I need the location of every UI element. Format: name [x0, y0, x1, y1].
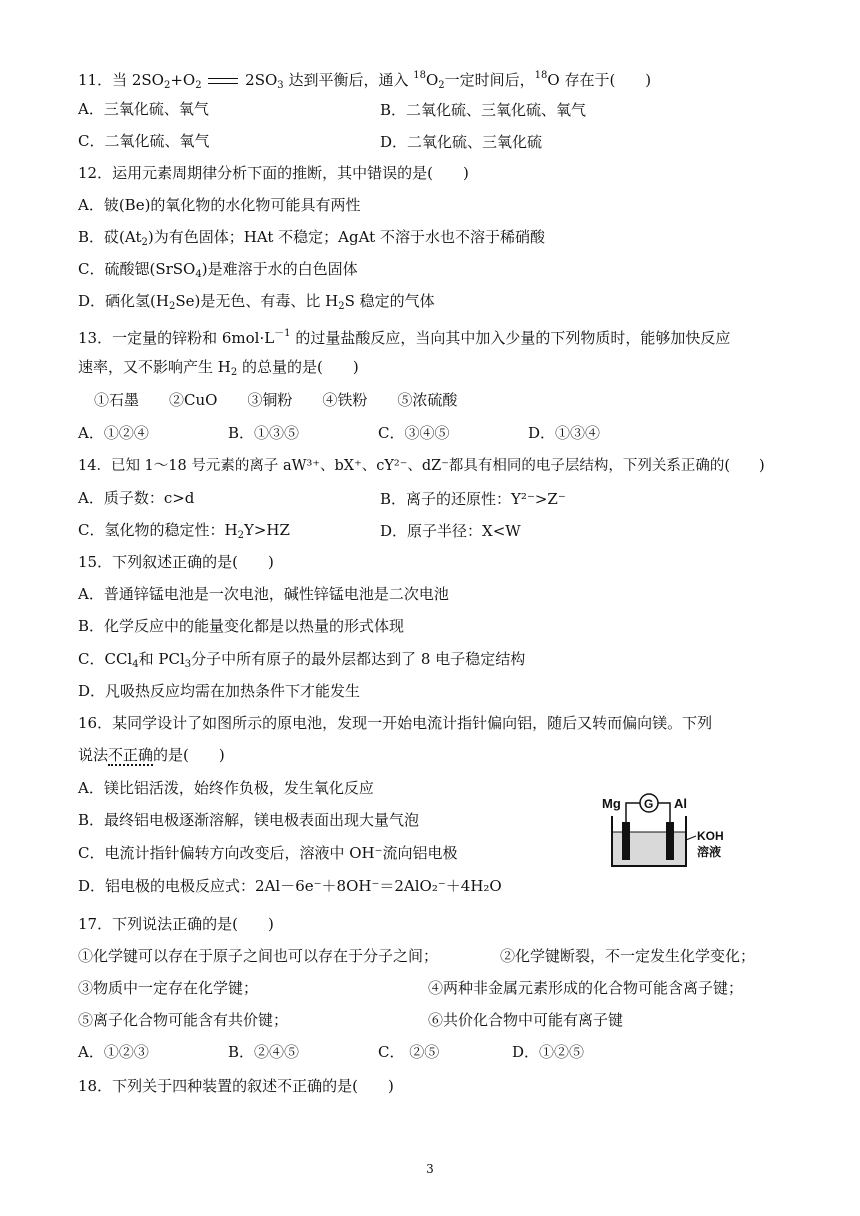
q13-items: ①石墨 ②CuO ③铜粉 ④铁粉 ⑤浓硫酸 [94, 391, 458, 409]
q12-stem: 12．运用元素周期律分析下面的推断，其中错误的是( ) [78, 164, 469, 182]
q12-option-d: D．硒化氢$(H_2Se)$是无色、有毒、比 $H_2S$ 稳定的气体 [78, 292, 435, 312]
q13-stem: 13．一定量的锌粉和 $6mol\cdot L^{-1}$ 的过量盐酸反应，当向其中加入少量的下列物质时，能够加快反应 [78, 328, 731, 347]
q17-option-a: A．①②③ [78, 1043, 149, 1061]
q18-stem: 18．下列关于四种装置的叙述不正确的是( ) [78, 1077, 394, 1095]
q11-option-c: C．二氧化硫、氧气 [78, 132, 210, 150]
q16-option-a: A．镁比铝活泼，始终作负极，发生氧化反应 [78, 779, 374, 797]
q17-option-d: D．①②⑤ [512, 1043, 585, 1061]
q11-option-b: B．二氧化硫、三氧化硫、氧气 [380, 101, 587, 119]
q15-option-a: A．普通锌锰电池是一次电池，碱性锌锰电池是二次电池 [78, 585, 449, 603]
q15-stem: 15．下列叙述正确的是( ) [78, 553, 274, 571]
q14-option-b: B．离子的还原性：Y²⁻>Z⁻ [380, 490, 566, 508]
q17-statement-4: ④两种非金属元素形成的化合物可能含离子键； [428, 979, 744, 997]
q16-stem: 16．某同学设计了如图所示的原电池，发现一开始电流计指针偏向铝，随后又转而偏向镁。下列 [78, 714, 713, 732]
q15-option-b: B．化学反应中的能量变化都是以热量的形式体现 [78, 617, 405, 635]
q11-option-a: A．三氧化硫、氧气 [78, 100, 209, 118]
q13-option-d: D．①③④ [528, 424, 601, 442]
page-number: 3 [426, 1162, 434, 1176]
q17-statement-2: ②化学键断裂，不一定发生化学变化； [500, 947, 756, 965]
q17-option-c: C． ②⑤ [378, 1043, 440, 1061]
q17-statement-6: ⑥共价化合物中可能有离子键 [428, 1011, 624, 1029]
al-electrode [666, 822, 674, 860]
q16-option-b: B．最终铝电极逐渐溶解，镁电极表面出现大量气泡 [78, 811, 420, 829]
q12-option-a: A．铍(Be)的氧化物的水化物可能具有两性 [78, 196, 361, 214]
solution-label: 溶液 [697, 845, 722, 859]
q14-stem: 14．已知 1～18 号元素的离子 aW³⁺、bX⁺、cY²⁻、dZ⁻都具有相同的电子层结构，下列关系正确的( ) [78, 458, 765, 474]
q14-option-a: A．质子数：c>d [78, 489, 195, 507]
q13-option-c: C．③④⑤ [378, 424, 450, 442]
q17-statement-3: ③物质中一定存在化学键； [78, 979, 259, 997]
koh-label: KOH [697, 829, 724, 843]
q14-option-d: D．原子半径：X<W [380, 522, 521, 540]
galvanic-cell-diagram [600, 790, 750, 872]
q16-option-c: C．电流计指针偏转方向改变后，溶液中 OH⁻流向铝电极 [78, 844, 458, 862]
q17-option-b: B．②④⑤ [228, 1043, 300, 1061]
q16-option-d: D．铝电极的电极反应式：2Al－6e⁻＋8OH⁻＝2AlO₂⁻＋4H₂O [78, 877, 502, 895]
equilibrium-arrow-icon [206, 75, 240, 87]
mg-label: Mg [602, 796, 621, 811]
q13-option-a: A．①②④ [78, 424, 149, 442]
q17-statement-1: ①化学键可以存在于原子之间也可以存在于分子之间； [78, 947, 439, 965]
q14-option-c: C．氢化物的稳定性：$H_2Y>HZ$ [78, 521, 290, 541]
q17-statement-5: ⑤离子化合物可能含有共价键； [78, 1011, 289, 1029]
al-label: Al [674, 796, 687, 811]
q16-stem-2: 说法不正确的是( ) [78, 746, 225, 764]
emphasis-not-correct: 不正确 [108, 746, 154, 764]
mg-electrode [622, 822, 630, 860]
galvanic-cell-icon [600, 790, 750, 872]
q15-option-c: C．CCl$_4$和 PCl$_3$分子中所有原子的最外层都达到了 8 电子稳定结构 [78, 650, 526, 670]
q12-option-c: C．硫酸锶(SrSO$_4$)是难溶于水的白色固体 [78, 260, 358, 280]
galvanometer-label: G [644, 797, 654, 811]
q17-stem: 17．下列说法正确的是( ) [78, 915, 274, 933]
q13-stem-2: 速率，又不影响产生 $H_2$ 的总量的是( ) [78, 358, 359, 378]
q13-option-b: B．①③⑤ [228, 424, 300, 442]
q11-option-d: D．二氧化硫、三氧化硫 [380, 133, 543, 151]
q12-option-b: B．砹$(At_2)$为有色固体；HAt 不稳定；AgAt 不溶于水也不溶于稀硝酸 [78, 228, 545, 248]
q15-option-d: D．凡吸热反应均需在加热条件下才能发生 [78, 682, 361, 700]
q11-stem: 11．当 $2SO_2+O_2$ $2SO_3$ 达到平衡后，通入 $^{18}O_2$一定时间后，$^{18}$O 存在于( ) [78, 70, 652, 91]
